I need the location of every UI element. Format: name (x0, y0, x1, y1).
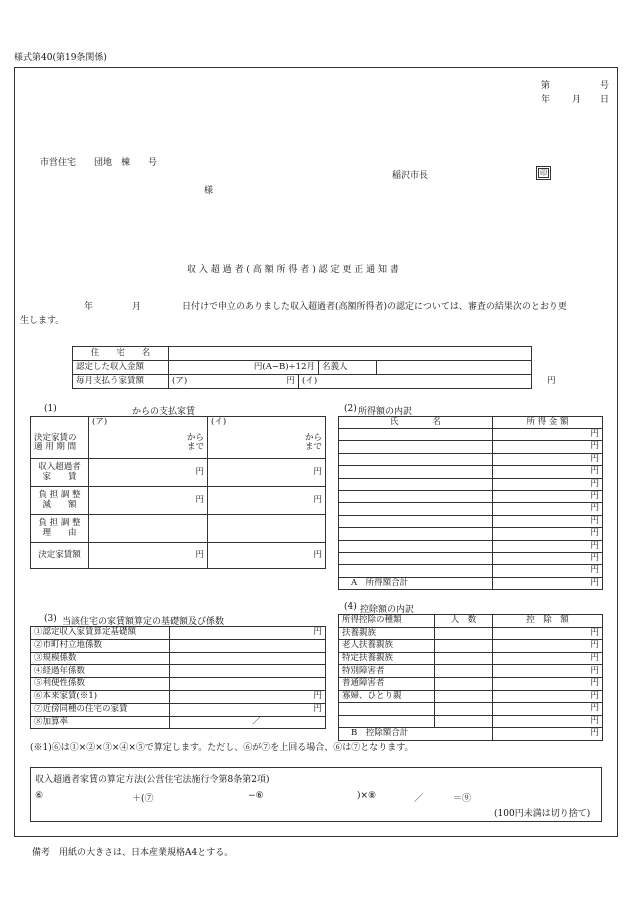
col-i-header: (イ) (208, 417, 326, 429)
income-row-amount: 円 (493, 490, 603, 502)
date-day: 日 (600, 95, 610, 105)
income-row-name (339, 441, 493, 453)
deduction-row-count (435, 627, 493, 640)
income-row-amount: 円 (493, 453, 603, 465)
monthly-rent-label: 毎月支払う家賃額 (73, 375, 169, 389)
income-row-amount: 円 (493, 466, 603, 478)
deduction-table (338, 614, 603, 741)
basis-row-value: ／ (170, 716, 326, 729)
income-row-amount: 円 (493, 528, 603, 540)
calc-term-6: ⑥ (35, 791, 44, 801)
adjust-reduce-i: 円 (208, 487, 326, 515)
intro-text: 日付けで申立のありました収入超過者(高額所得者)の認定については、審査の結果次のとおり更 (182, 302, 567, 312)
decided-rent-i: 円 (208, 543, 326, 569)
deduction-count-header: 人 数 (435, 615, 493, 628)
decided-rent-label: 決定家賃額 (31, 543, 89, 569)
deduction-amount-header: 控 除 額 (493, 615, 603, 628)
adjust-reduce-label: 負 担 調 整 減 額 (31, 487, 89, 515)
housing-name-value (169, 347, 532, 361)
recipient-line: 市営住宅 団地 棟 号 (40, 158, 158, 168)
intro-month: 月 (132, 302, 142, 312)
rent-basis-table (30, 626, 326, 729)
period-i: から まで (208, 429, 326, 459)
section1-no: (1) (44, 404, 57, 414)
income-formula: 円(A−B)÷12月 (169, 361, 319, 375)
excess-rent-a: 円 (89, 459, 208, 487)
income-row-amount: 円 (493, 429, 603, 441)
date-month: 月 (572, 95, 582, 105)
col-a-header: (ア) (89, 417, 208, 429)
adjust-reason-a (89, 515, 208, 543)
income-name-header: 氏 名 (339, 417, 493, 429)
income-row-name (339, 540, 493, 552)
deduction-row-amount: 円 (493, 652, 603, 665)
deduction-type-header: 所得控除の種類 (339, 615, 435, 628)
basis-row-label: ①認定収入家賃算定基礎額 (31, 627, 170, 640)
number-dai: 第 (541, 81, 551, 91)
deduction-total-label: B 控除額合計 (339, 728, 493, 741)
basis-row-value: 円 (170, 703, 326, 716)
deduction-row-type (339, 703, 435, 716)
income-row-amount: 円 (493, 552, 603, 564)
basis-row-label: ③規模係数 (31, 652, 170, 665)
income-row-name (339, 429, 493, 441)
corner-cell (31, 417, 89, 429)
calc-term-slash: ／ (414, 794, 424, 804)
seal-mark: 印 (536, 166, 551, 180)
income-row-name (339, 565, 493, 577)
section3-no: (3) (44, 614, 57, 624)
income-row-name (339, 478, 493, 490)
income-row-name (339, 453, 493, 465)
payment-table (30, 416, 326, 569)
issuer: 稲沢市長 (392, 171, 429, 181)
income-row-amount: 円 (493, 565, 603, 577)
basis-row-label: ⑦近傍同種の住宅の家賃 (31, 703, 170, 716)
deduction-row-amount: 円 (493, 627, 603, 640)
income-row-name (339, 490, 493, 502)
period-a: から まで (89, 429, 208, 459)
section3-title: 当該住宅の家賃額算定の基礎額及び係数 (62, 617, 225, 627)
income-amount-header: 所 得 金 額 (493, 417, 603, 429)
basis-row-label: ②市町村立地係数 (31, 639, 170, 652)
basis-row-label: ⑧加算率 (31, 716, 170, 729)
decided-rent-a: 円 (89, 543, 208, 569)
calc-term-7: ＋(⑦ (132, 794, 154, 804)
deduction-row-type: 扶養親族 (339, 627, 435, 640)
income-row-amount: 円 (493, 478, 603, 490)
income-label: 認定した収入金額 (73, 361, 169, 375)
calc-term-9: ＝⑨ (453, 794, 472, 804)
income-row-name (339, 466, 493, 478)
income-total-amount: 円 (493, 577, 603, 589)
document-title: 収入超過者(高額所得者)認定更正通知書 (187, 265, 402, 275)
adjust-reduce-a: 円 (89, 487, 208, 515)
holder-value (377, 361, 532, 375)
adjust-reason-i (208, 515, 326, 543)
recipient-sama: 様 (204, 186, 214, 196)
section4-title: 控除額の内訳 (360, 605, 415, 615)
calc-term-minus6: −⑥ (248, 791, 264, 801)
rent-a: (ア) 円 (169, 375, 299, 389)
calc-note: (100円未満は切り捨て) (494, 809, 591, 819)
excess-rent-i: 円 (208, 459, 326, 487)
deduction-row-count (435, 703, 493, 716)
income-row-name (339, 528, 493, 540)
excess-rent-label: 収入超過者 家 賃 (31, 459, 89, 487)
deduction-row-count (435, 640, 493, 653)
deduction-row-amount: 円 (493, 665, 603, 678)
income-row-amount: 円 (493, 441, 603, 453)
deduction-row-type: 普通障害者 (339, 677, 435, 690)
holder-label: 名義人 (319, 361, 377, 375)
deduction-row-amount: 円 (493, 677, 603, 690)
basis-row-value (170, 665, 326, 678)
summary-table (72, 346, 556, 389)
deduction-row-amount: 円 (493, 690, 603, 703)
section1-title: からの支払家賃 (132, 407, 196, 417)
income-row-amount: 円 (493, 515, 603, 527)
adjust-reason-label: 負 担 調 整 理 由 (31, 515, 89, 543)
income-total-label: A 所得額合計 (339, 577, 493, 589)
deduction-row-amount: 円 (493, 703, 603, 716)
income-row-amount: 円 (493, 540, 603, 552)
housing-name-label: 住 宅 名 (73, 347, 169, 361)
basis-row-value: 円 (170, 690, 326, 703)
form-id: 様式第40(第19条関係) (14, 53, 107, 63)
basis-row-label: ⑥本来家賃(※1) (31, 690, 170, 703)
deduction-row-count (435, 652, 493, 665)
deduction-row-type: 寡婦、ひとり親 (339, 690, 435, 703)
income-breakdown-table (338, 416, 603, 590)
date-year: 年 (541, 95, 551, 105)
basis-row-value (170, 652, 326, 665)
section2-title: 所得額の内訳 (358, 407, 413, 417)
deduction-row-type: 特定扶養親族 (339, 652, 435, 665)
income-row-name (339, 515, 493, 527)
deduction-row-count (435, 665, 493, 678)
deduction-row-count (435, 690, 493, 703)
number-go: 号 (600, 81, 610, 91)
intro-year: 年 (84, 302, 94, 312)
basis-row-label: ④経過年係数 (31, 665, 170, 678)
deduction-row-type: 特別障害者 (339, 665, 435, 678)
rent-i: (イ) 円 (299, 375, 532, 389)
deduction-row-amount: 円 (493, 640, 603, 653)
basis-row-label: ⑤利便性係数 (31, 678, 170, 691)
income-row-name (339, 552, 493, 564)
basis-row-value (170, 639, 326, 652)
income-row-name (339, 503, 493, 515)
period-label: 決定家賃の 適 用 期 間 (31, 429, 89, 459)
intro-text2: 生します。 (20, 316, 65, 326)
footer-remark: 備考 用紙の大きさは、日本産業規格A4とする。 (32, 848, 234, 858)
deduction-row-count (435, 715, 493, 728)
income-row-amount: 円 (493, 503, 603, 515)
basis-row-value: 円 (170, 627, 326, 640)
deduction-row-count (435, 677, 493, 690)
calc-title: 収入超過者家賃の算定方法(公営住宅法施行令第8条第2項) (35, 775, 270, 785)
basis-note: (※1)⑥は①×②×③×④×⑤で算定します。ただし、⑥が⑦を上回る場合、⑥は⑦となります。 (30, 743, 414, 753)
deduction-row-type (339, 715, 435, 728)
deduction-row-type: 老人扶養親族 (339, 640, 435, 653)
basis-row-value (170, 678, 326, 691)
section4-no: (4) (344, 602, 357, 612)
calc-term-8: )×⑧ (357, 791, 377, 801)
section2-no: (2) (344, 404, 357, 414)
deduction-total-amount: 円 (493, 728, 603, 741)
deduction-row-amount: 円 (493, 715, 603, 728)
